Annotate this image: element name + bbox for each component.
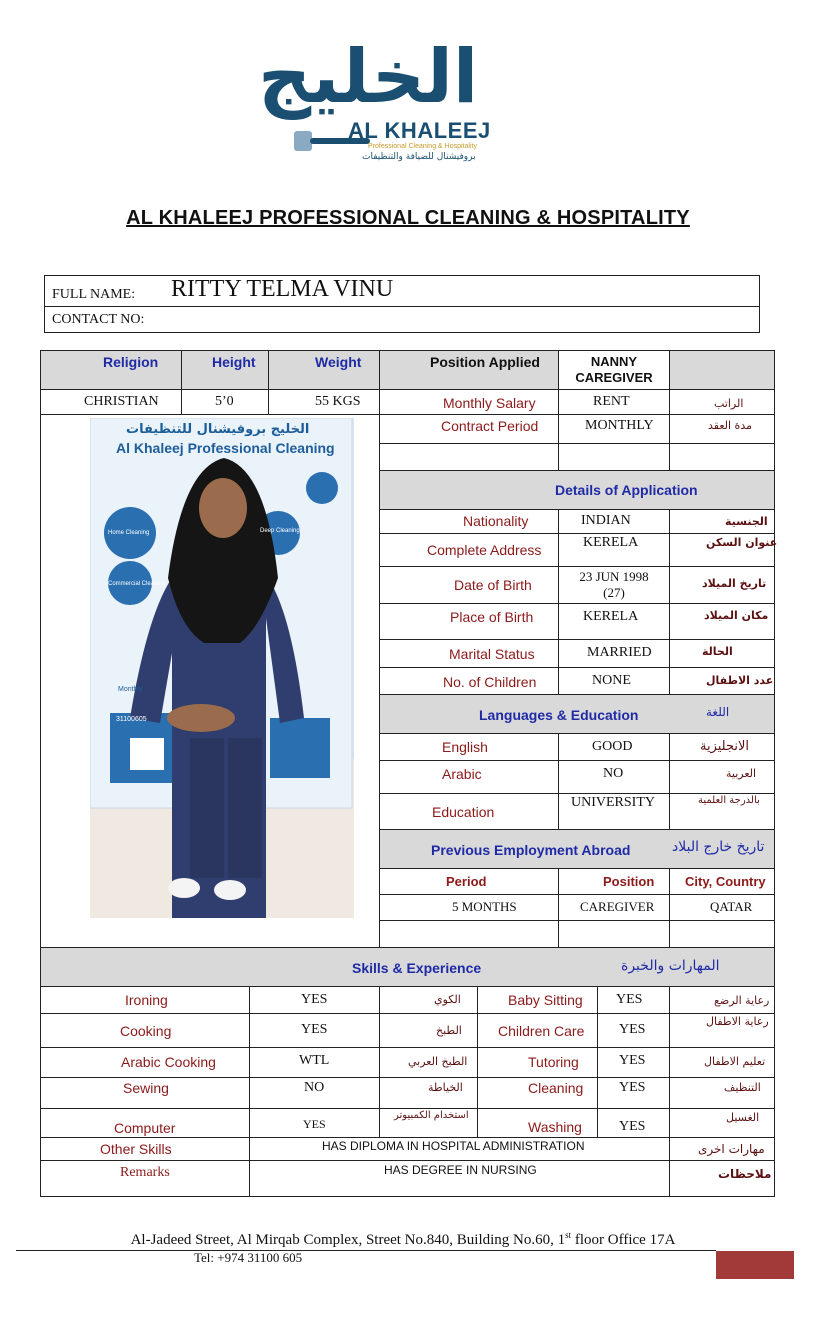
header-blank — [669, 350, 775, 390]
contact-label: CONTACT NO: — [52, 312, 145, 327]
contract-label: Contract Period — [379, 414, 559, 444]
other-skills-label-ar: مهارات اخرى — [669, 1137, 775, 1161]
position-value: NANNY CAREGIVER — [558, 350, 670, 390]
skill-tutoring-label-ar: تعليم الاطفال — [669, 1047, 775, 1078]
logo-arabic-mark: الخليج — [258, 34, 479, 120]
skill-sewing-label-ar: الخياطة — [379, 1077, 478, 1109]
skill-computer-value: YES — [249, 1108, 380, 1138]
blank-cell — [379, 443, 559, 471]
pob-label-ar: مكان الميلاد — [669, 603, 775, 640]
employment-col-position: Position — [558, 868, 670, 895]
religion-value: CHRISTIAN — [40, 389, 182, 415]
skill-babysitting-value: YES — [597, 986, 670, 1014]
banner-english: Al Khaleej Professional Cleaning — [116, 440, 335, 456]
skill-ironing-label-ar: الكوي — [379, 986, 478, 1014]
address-label: Complete Address — [379, 533, 559, 567]
skill-cooking-value: YES — [249, 1013, 380, 1048]
nationality-label: Nationality — [379, 509, 559, 534]
skill-childrencare-label-ar: رعاية الاطفال — [669, 1013, 775, 1048]
full-name-row — [45, 276, 759, 307]
banner-arabic: الخليج بروفيشنال للتنظيفات — [126, 422, 310, 437]
employment-city-value: QATAR — [669, 894, 775, 921]
details-section-header: Details of Application — [379, 470, 775, 510]
english-label: English — [379, 733, 559, 761]
skill-babysitting-label-ar: رعاية الرضع — [669, 986, 775, 1014]
contract-value: MONTHLY — [558, 414, 670, 444]
children-label-ar: عدد الاطفال — [669, 667, 775, 695]
nationality-value: INDIAN — [558, 509, 670, 534]
pob-value: KERELA — [558, 603, 670, 640]
footer-accent-block — [716, 1251, 794, 1279]
header-position-applied: Position Applied — [379, 350, 559, 390]
blank-cell — [558, 443, 670, 471]
marital-label-ar: الحالة — [669, 639, 775, 668]
bubble-home-cleaning: Home Cleaning — [108, 530, 150, 536]
skill-washing-label: Washing — [477, 1108, 598, 1138]
nationality-label-ar: الجنسية — [669, 509, 775, 534]
education-label: Education — [379, 793, 559, 830]
skills-section-header: Skills & Experience المهارات والخبرة — [40, 947, 775, 987]
other-skills-label: Other Skills — [40, 1137, 250, 1161]
full-name-value: RITTY TELMA VINU — [171, 276, 394, 302]
address-value: KERELA — [558, 533, 670, 567]
english-label-ar: الانجليزية — [669, 733, 775, 761]
name-box — [44, 275, 760, 333]
skill-cleaning-label: Cleaning — [477, 1077, 598, 1109]
employment-col-period: Period — [379, 868, 559, 895]
skill-cooking-label: Cooking — [40, 1013, 250, 1048]
other-skills-value: HAS DIPLOMA IN HOSPITAL ADMINISTRATION — [249, 1137, 670, 1161]
arabic-label-ar: العربية — [669, 760, 775, 794]
logo-english-mark: AL KHALEEJ — [348, 118, 491, 143]
dob-label-ar: تاريخ الميلاد — [669, 566, 775, 604]
skill-childrencare-value: YES — [597, 1013, 670, 1048]
skill-cooking-label-ar: الطبخ — [379, 1013, 478, 1048]
skill-sewing-label: Sewing — [40, 1077, 250, 1109]
skill-sewing-value: NO — [249, 1077, 380, 1109]
skill-tutoring-value: YES — [597, 1047, 670, 1078]
blank-cell — [669, 920, 775, 948]
salary-label: Monthly Salary — [379, 389, 559, 415]
employment-col-city: City, Country — [669, 868, 775, 895]
footer-address: Al-Jadeed Street, Al Mirqab Complex, Street No.840, Building No.60, 1st floor Office 17A — [130, 1230, 676, 1248]
remarks-value: HAS DEGREE IN NURSING — [249, 1160, 670, 1197]
contract-label-ar: مدة العقد — [669, 414, 775, 444]
children-value: NONE — [558, 667, 670, 695]
header-weight: Weight — [268, 350, 380, 390]
skill-cleaning-value: YES — [597, 1077, 670, 1109]
remarks-label-ar: ملاحظات — [669, 1160, 775, 1197]
header-height: Height — [181, 350, 269, 390]
skill-arabic-cooking-label: Arabic Cooking — [40, 1047, 250, 1078]
skill-arabic-cooking-label-ar: الطبخ العربي — [379, 1047, 478, 1078]
english-value: GOOD — [558, 733, 670, 761]
blank-cell — [558, 920, 670, 948]
weight-value: 55 KGS — [268, 389, 380, 415]
skill-ironing-label: Ironing — [40, 986, 250, 1014]
full-name-label: FULL NAME: — [52, 287, 136, 302]
dob-label: Date of Birth — [379, 566, 559, 604]
arabic-label: Arabic — [379, 760, 559, 794]
employment-section-header: Previous Employment Abroad تاريخ خارج البلاد — [379, 829, 775, 869]
logo-subtitle-en: Professional Cleaning & Hospitality — [368, 143, 477, 150]
skill-childrencare-label: Children Care — [477, 1013, 598, 1048]
skill-washing-label-ar: الغسيل — [669, 1108, 775, 1138]
pob-label: Place of Birth — [379, 603, 559, 640]
footer-tel: Tel: +974 31100 605 — [194, 1250, 303, 1265]
banner-monthly: Monthly — [118, 686, 143, 693]
languages-section-header: Languages & Education اللغة — [379, 694, 775, 734]
skill-tutoring-label: Tutoring — [477, 1047, 598, 1078]
blank-cell — [669, 443, 775, 471]
photo-illustration — [90, 418, 354, 918]
header-religion: Religion — [40, 350, 182, 390]
marital-value: MARRIED — [558, 639, 670, 668]
skill-arabic-cooking-value: WTL — [249, 1047, 380, 1078]
education-label-ar: بالدرجة العلمية — [669, 793, 775, 830]
employment-position-value: CAREGIVER — [558, 894, 670, 921]
footer-divider — [16, 1250, 716, 1251]
skill-computer-label: Computer — [40, 1108, 250, 1138]
applicant-photo — [90, 418, 354, 918]
bubble-deep-cleaning: Deep Cleaning — [260, 528, 300, 534]
skill-washing-value: YES — [597, 1108, 670, 1138]
skill-ironing-value: YES — [249, 986, 380, 1014]
remarks-label: Remarks — [40, 1160, 250, 1197]
logo-subtitle-ar: بروفيشنال للضيافة والتنظيفات — [362, 152, 476, 162]
arabic-value: NO — [558, 760, 670, 794]
employment-period-value: 5 MONTHS — [379, 894, 559, 921]
address-label-ar: عنوان السكن — [669, 533, 775, 567]
education-value: UNIVERSITY — [558, 793, 670, 830]
marital-label: Marital Status — [379, 639, 559, 668]
skill-cleaning-label-ar: التنظيف — [669, 1077, 775, 1109]
salary-value: RENT — [558, 389, 670, 415]
height-value: 5’0 — [181, 389, 269, 415]
banner-phone: 31100605 — [116, 716, 147, 723]
skill-babysitting-label: Baby Sitting — [477, 986, 598, 1014]
blank-cell — [379, 920, 559, 948]
bubble-commercial-cleaning: Commercial Cleaning — [108, 581, 166, 587]
company-title: AL KHALEEJ PROFESSIONAL CLEANING & HOSPITALITY — [126, 207, 690, 229]
skill-computer-label-ar: استخدام الكمبيوتر — [379, 1108, 478, 1138]
company-logo — [250, 34, 500, 168]
children-label: No. of Children — [379, 667, 559, 695]
dob-value: 23 JUN 1998 (27) — [558, 566, 670, 604]
salary-label-ar: الراتب — [669, 389, 775, 415]
